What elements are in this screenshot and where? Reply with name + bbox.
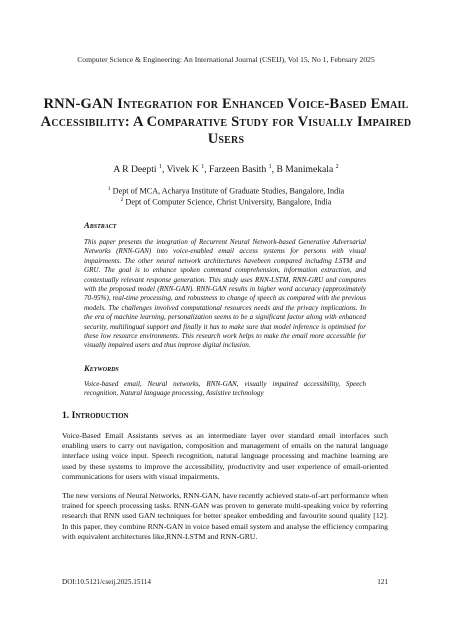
author-name: A R Deepti xyxy=(113,164,157,176)
affiliation-text: Dept of MCA, Acharya Institute of Graduate Studies, Bangalore, India xyxy=(112,186,345,196)
author-list: A R Deepti $^1$, Vivek K $^1$, Farzeen Basith $^1$, B Manimekala $^2$ xyxy=(113,164,339,176)
abstract-heading: Abstract xyxy=(84,220,117,230)
affiliation-text: Dept of Computer Science, Christ University, Bangalore, India xyxy=(125,197,332,207)
affiliation-2 xyxy=(0,197,452,207)
introduction-heading: 1. Introduction xyxy=(62,410,129,421)
introduction-paragraph-1: Voice-Based Email Assistants serves as an intermediate layer over standard email interfaces such enabling users to carry out navigation, composition and management of emails on the natural language interface using voice input. Speech recognition, natural language processing and machine learning are used by these systems to improve the accessibility, productivity and user experience of email-oriented communications for users with visual impairments. xyxy=(62,431,388,481)
page-number: 121 xyxy=(377,578,388,586)
doi-footer: DOI:10.5121/cseij.2025.15114 xyxy=(62,578,151,586)
journal-header: Computer Science & Engineering: An International Journal (CSEIJ), Vol 15, No 1, February 2025 xyxy=(77,55,375,64)
abstract-text: This paper presents the integration of Recurrent Neural Network-based Generative Adversarial Networks (RNN-GAN) into voice-enabled email access systems for persons with visual impairments. The other neural network architectures havebeen compared including LSTM and GRU. The goal is to enhance spoken command comprehension, information extraction, and contextually relevant response generation. This study uses RNN-LSTM, RNN-GRU and compares with the proposed model (RNN-GAN). RNN-GAN results in higher word accuracy (approximately 70-95%), real-time processing, and robustness to change of speech as compared with the previous models. The challenges involved computational resources needs and the privacy implications. In the era of machine learning, personalization seems to be a significant factor along with enhanced security, multilingual support and finally it has to make sure that model inference is optimised for these low resource environments. This research work helps to make the email more accessible for visually impaired users and thus improve digital inclusion. xyxy=(84,238,366,350)
introduction-paragraph-2: The new versions of Neural Networks, RNN-GAN, have recently achieved state-of-art performance when trained for speech processing tasks. RNN-GAN was proven to generate multi-speaking voice by referring research that RNN used GAN techniques for better speaker embedding and favourite sound quality [12]. In this paper, they combine RNN-GAN in voice based email system and analyse the efficiency comparing with equivalent architectures like,RNN-LSTM and RNN-GRU. xyxy=(62,491,388,541)
author-name: Farzeen Basith xyxy=(208,164,267,176)
keywords-heading: Keywords xyxy=(84,363,119,373)
affiliation-number: 2 xyxy=(120,197,124,203)
paper-title: RNN-GAN Integration for Enhanced Voice-Based Email Accessibility: A Comparative Study for Visually Impaired Users xyxy=(40,96,412,147)
affiliation-1 xyxy=(0,186,452,196)
author-affiliation-mark: 1 xyxy=(201,164,205,170)
author-name: Vivek K xyxy=(166,164,199,176)
author-affiliation-mark: 1 xyxy=(268,164,272,170)
author-affiliation-mark: 1 xyxy=(158,164,162,170)
keywords-text: Voice-based email, Neural networks, RNN-GAN, visually impaired accessibility, Speech recognition, Natural language processing, Assistive technology xyxy=(84,380,366,398)
author-name: B Manimekala xyxy=(276,164,334,176)
author-affiliation-mark: 2 xyxy=(335,164,339,170)
affiliation-number: 1 xyxy=(107,186,111,192)
